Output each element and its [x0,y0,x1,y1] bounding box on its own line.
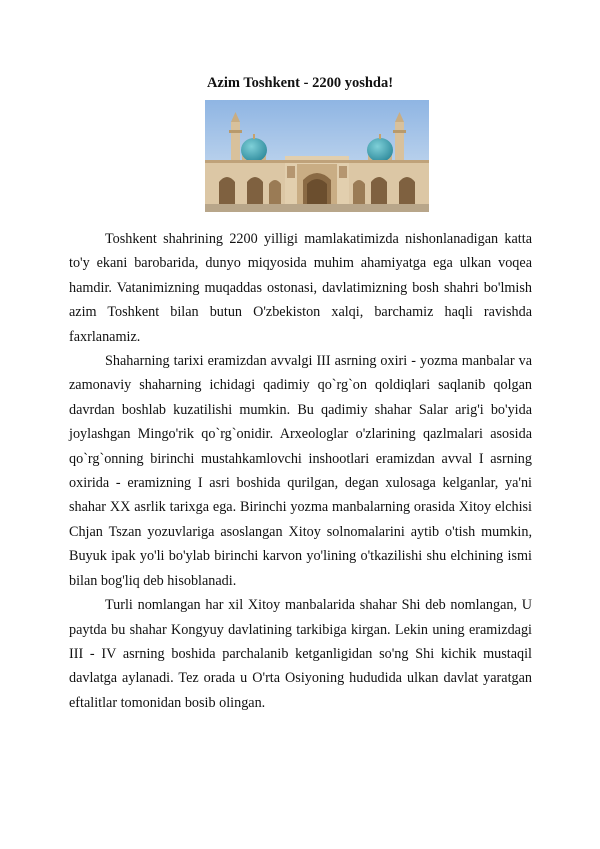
article-body [69,227,532,715]
paragraph: Turli nomlangan har xil Xitoy manbalarida shahar Shi deb nomlangan, U paytda bu shahar Kongyuy davlatining tarkibiga kirgan. Lekin uning eramizdagi III - IV asrning boshida parchalanib ketganligidan so'ng Shi kichik mustaqil davlatga aylanadi. Tez orada u O'rta Osiyoning hududida ulkan davlat yaratgan eftalitlar tomonidan bosib olingan. [69,597,532,711]
paragraph: Shaharning tarixi eramizdan avvalgi III asrning oxiri - yozma manbalar va zamonaviy shaharning ichidagi qadimiy qo`rg`on qoldiqlari saqlanib qolgan davrdan boshlab kuzatilishi mumkin. Bu qadimiy shahar Salar arig'i bo'yida joylashgan Mingo'rik qo`rg`onidir. Arxeologlar o'zlarining qazlmalari asosida qo`rg`onning birinchi mustahkamlovchi inshootlari eramizdan avval I asrning oxirida - eramizning I asri boshida qurilgan, degan xulosaga kelganlar, ya'ni shahar XX asrlik tarixga ega. Birinchi yozma manbalarning orasida Xitoy elchisi Chjan Tszan yozuvlariga asoslangan Xitoy solnomalarini aytib o'tish mumkin, Buyuk ipak yo'li bo'ylab birinchi karvon yo'lining o'tkazilishi shu elchining ismi bilan bog'liq deb hisoblanadi. [69,353,532,589]
paragraph: Toshkent shahrining 2200 yilligi mamlakatimizda nishonlanadigan katta to'y ekani barobarida, dunyo miqyosida muhim ahamiyatga ega ulkan voqea hamdir. Vatanimizning muqaddas ostonasi, davlatimizning bosh shahri bo'lmish azim Toshkent bilan butun O'zbekiston xalqi, barchamiz haqli ravishda faxrlanamiz. [69,231,532,345]
mosque-photo [205,100,429,212]
document-title: Azim Toshkent - 2200 yoshda! [206,75,394,91]
